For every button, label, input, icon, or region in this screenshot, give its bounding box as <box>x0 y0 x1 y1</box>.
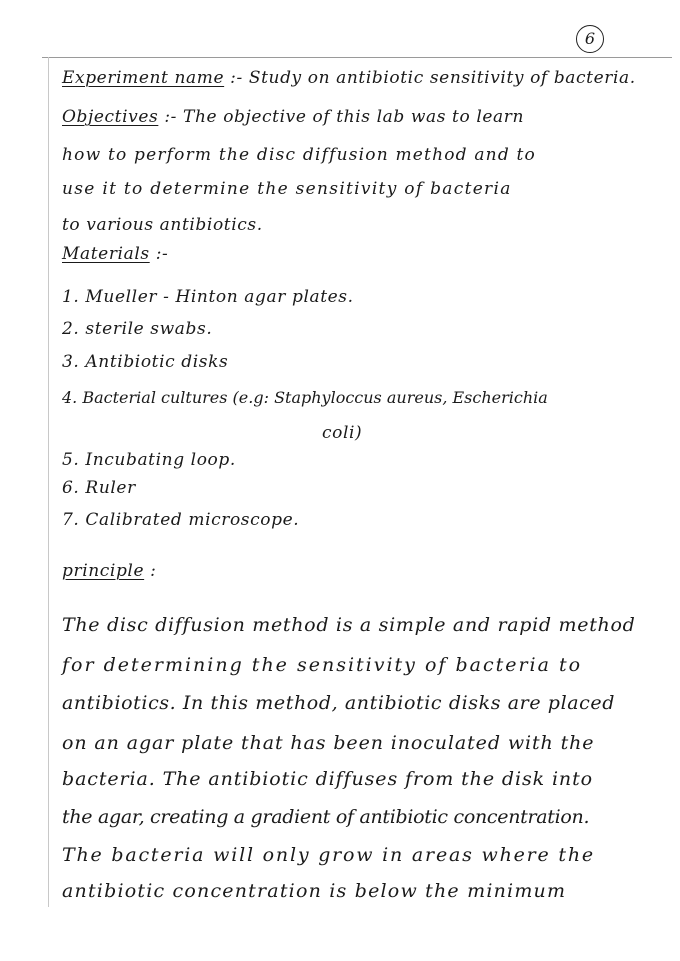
principle-line-5: bacteria. The antibiotic diffuses from the disk into <box>62 768 593 790</box>
principle-line-4: on an agar plate that has been inoculated with the <box>62 732 595 754</box>
materials-item-4: 4. Bacterial cultures (e.g: Staphyloccus aureus, Escherichia <box>62 388 548 407</box>
materials-item-7: 7. Calibrated microscope. <box>62 510 300 530</box>
objectives-sep: :- <box>164 107 178 127</box>
principle-line-1: The disc diffusion method is a simple and rapid method <box>62 614 636 636</box>
margin-line <box>48 57 49 907</box>
principle-line-6: the agar, creating a gradient of antibiotic concentration. <box>62 806 590 828</box>
top-rule-line <box>42 57 672 58</box>
experiment-value: Study on antibiotic sensitivity of bacteria. <box>248 68 636 88</box>
objectives-text-1: The objective of this lab was to learn <box>183 107 525 127</box>
page-number-circle <box>576 25 604 53</box>
principle-line-7: The bacteria will only grow in areas where the <box>62 844 595 866</box>
experiment-sep: :- <box>230 68 243 88</box>
materials-item-6: 6. Ruler <box>62 478 136 498</box>
materials-item-3: 3. Antibiotic disks <box>62 352 229 372</box>
materials-item-5: 5. Incubating loop. <box>62 450 236 470</box>
materials-item-4-cont: coli) <box>322 423 363 443</box>
principle-sep: : <box>150 561 157 581</box>
principle-line-2: for determining the sensitivity of bacteria to <box>62 654 583 676</box>
materials-heading <box>62 244 168 264</box>
principle-line-3: antibiotics. In this method, antibiotic disks are placed <box>62 692 616 714</box>
objectives-line-1 <box>62 107 524 127</box>
objectives-line-2: how to perform the disc diffusion method and to <box>62 145 536 165</box>
objectives-label: Objectives <box>62 107 159 127</box>
principle-heading <box>62 561 156 581</box>
experiment-label: Experiment name <box>62 68 225 88</box>
principle-line-8: antibiotic concentration is below the minimum <box>62 880 567 902</box>
objectives-line-4: to various antibiotics. <box>62 215 263 235</box>
principle-label: principle <box>62 561 145 581</box>
materials-label: Materials <box>62 244 150 264</box>
objectives-line-3: use it to determine the sensitivity of bacteria <box>62 179 512 199</box>
materials-item-2: 2. sterile swabs. <box>62 319 213 339</box>
experiment-line <box>62 68 636 88</box>
page-number: 6 <box>584 29 596 48</box>
materials-sep: :- <box>155 244 169 264</box>
materials-item-1: 1. Mueller - Hinton agar plates. <box>62 287 354 307</box>
